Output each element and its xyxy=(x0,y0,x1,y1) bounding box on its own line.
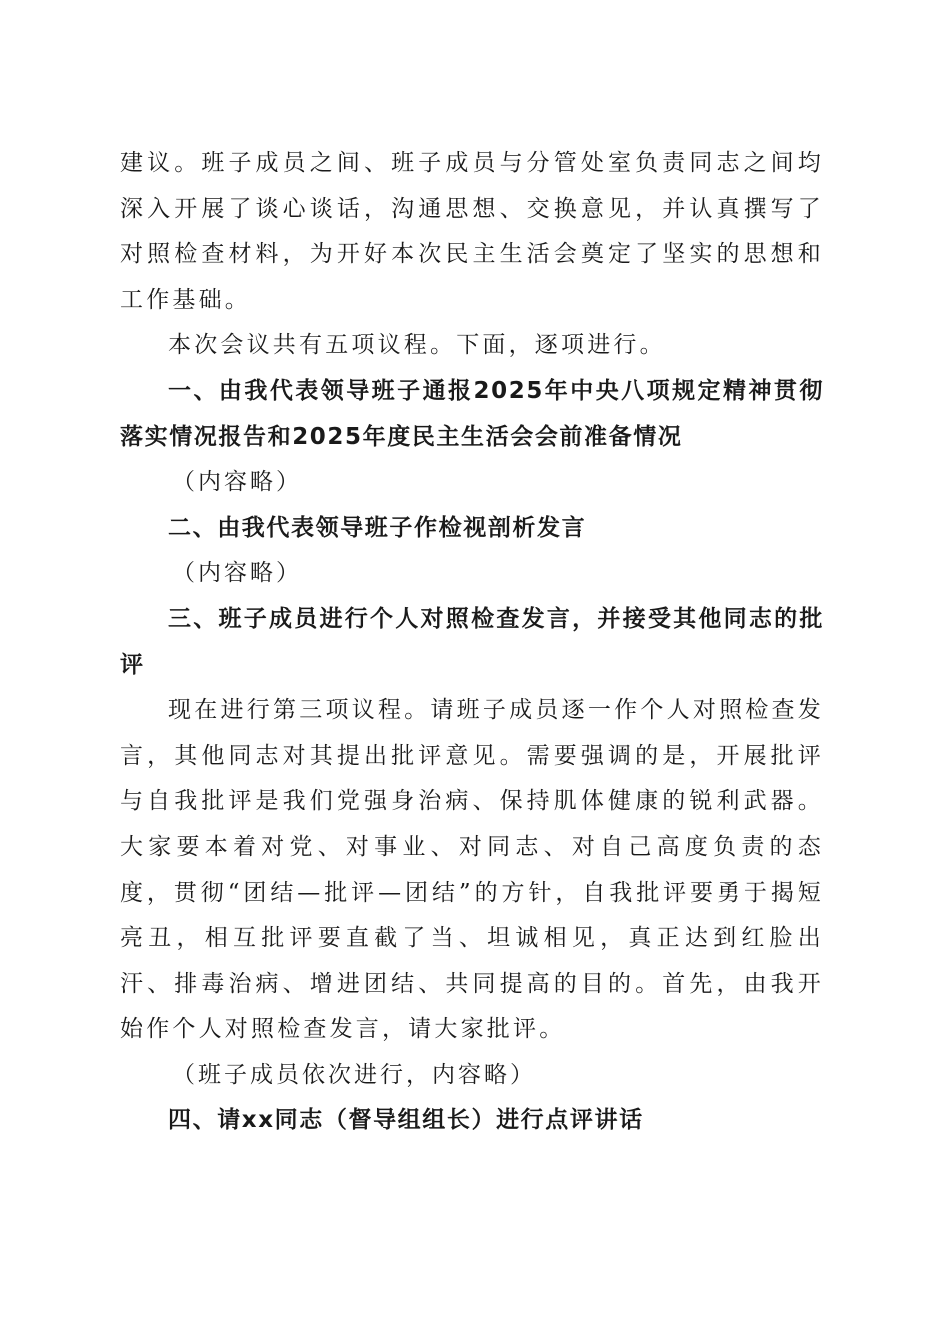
agenda-heading-3: 三、班子成员进行个人对照检查发言，并接受其他同志的批评 xyxy=(120,605,824,678)
document-body xyxy=(120,141,824,1144)
agenda-heading-1: 一、由我代表领导班子通报2025年中央八项规定精神贯彻落实情况报告和2025年度民主生活会会前准备情况 xyxy=(120,377,824,450)
paragraph-continuation: 建议。班子成员之间、班子成员与分管处室负责同志之间均深入开展了谈心谈话，沟通思想、交换意见，并认真撰写了对照检查材料，为开好本次民主生活会奠定了坚实的思想和工作基础。 xyxy=(120,150,824,313)
paragraph-agenda-intro: 本次会议共有五项议程。下面，逐项进行。 xyxy=(168,332,666,359)
agenda-heading-2: 二、由我代表领导班子作检视剖析发言 xyxy=(168,514,587,541)
content-omitted-note-3: （班子成员依次进行，内容略） xyxy=(172,1061,536,1088)
content-omitted-note-2: （内容略） xyxy=(172,560,302,587)
paragraph-agenda-item-3: 现在进行第三项议程。请班子成员逐一作个人对照检查发言，其他同志对其提出批评意见。需要强调的是，开展批评与自我批评是我们党强身治病、保持肌体健康的锐利武器。大家要本着对党、对事业、对同志、对自己高度负责的态度，贯彻“团结—批评—团结”的方针，自我批评要勇于揭短亮丑，相互批评要直截了当、坦诚相见，真正达到红脸出汗、排毒治病、增进团结、共同提高的目的。首先，由我开始作个人对照检查发言，请大家批评。 xyxy=(120,697,824,1043)
agenda-heading-4: 四、请xx同志（督导组组长）进行点评讲话 xyxy=(168,1107,644,1134)
content-omitted-note-1: （内容略） xyxy=(172,469,302,496)
